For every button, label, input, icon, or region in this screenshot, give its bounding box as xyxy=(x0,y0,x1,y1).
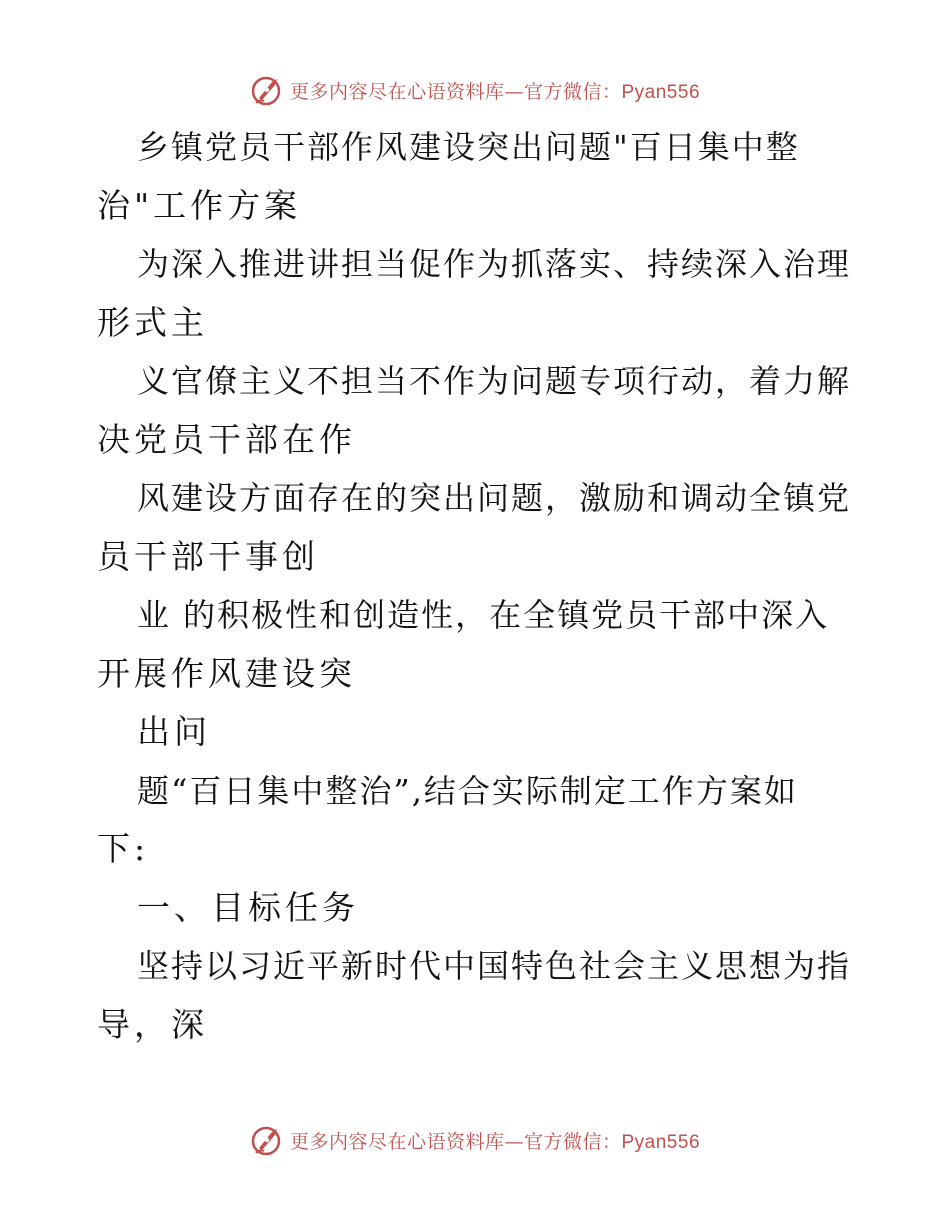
footer-watermark xyxy=(0,1120,950,1160)
text-line: 风建设方面存在的突出问题，激励和调动全镇党 xyxy=(137,479,852,517)
text-line: 形式主 xyxy=(97,302,208,342)
document-body xyxy=(97,118,857,1054)
text-line: 业 的积极性和创造性，在全镇党员干部中深入 xyxy=(137,596,830,634)
text-line: 乡镇党员干部作风建设突出问题"百日集中整 xyxy=(137,128,800,166)
text-line: 为深入推进讲担当促作为抓落实、持续深入治理 xyxy=(137,245,852,283)
text-line: 一、目标任务 xyxy=(137,887,359,927)
text-line: 治"工作方案 xyxy=(97,185,302,225)
text-line: 出问 xyxy=(137,712,211,751)
text-line: 义官僚主义不担当不作为问题专项行动，着力解 xyxy=(137,362,852,400)
watermark-text: 更多内容尽在心语资料库—官方微信：Pyan556 xyxy=(289,80,701,103)
text-line: 导，深 xyxy=(97,1004,208,1044)
pen-nib-logo-icon xyxy=(250,73,284,107)
pen-nib-logo-icon xyxy=(250,1123,284,1157)
text-line: 员干部干事创 xyxy=(97,536,319,576)
text-line: 题“百日集中整治”,结合实际制定工作方案如 xyxy=(137,771,798,810)
text-line: 坚持以习近平新时代中国特色社会主义思想为指 xyxy=(137,947,852,985)
text-line: 决党员干部在作 xyxy=(97,419,356,459)
watermark-text: 更多内容尽在心语资料库—官方微信：Pyan556 xyxy=(289,1130,701,1153)
text-line: 下: xyxy=(97,829,150,868)
text-line: 开展作风建设突 xyxy=(97,653,356,693)
header-watermark xyxy=(0,70,950,110)
